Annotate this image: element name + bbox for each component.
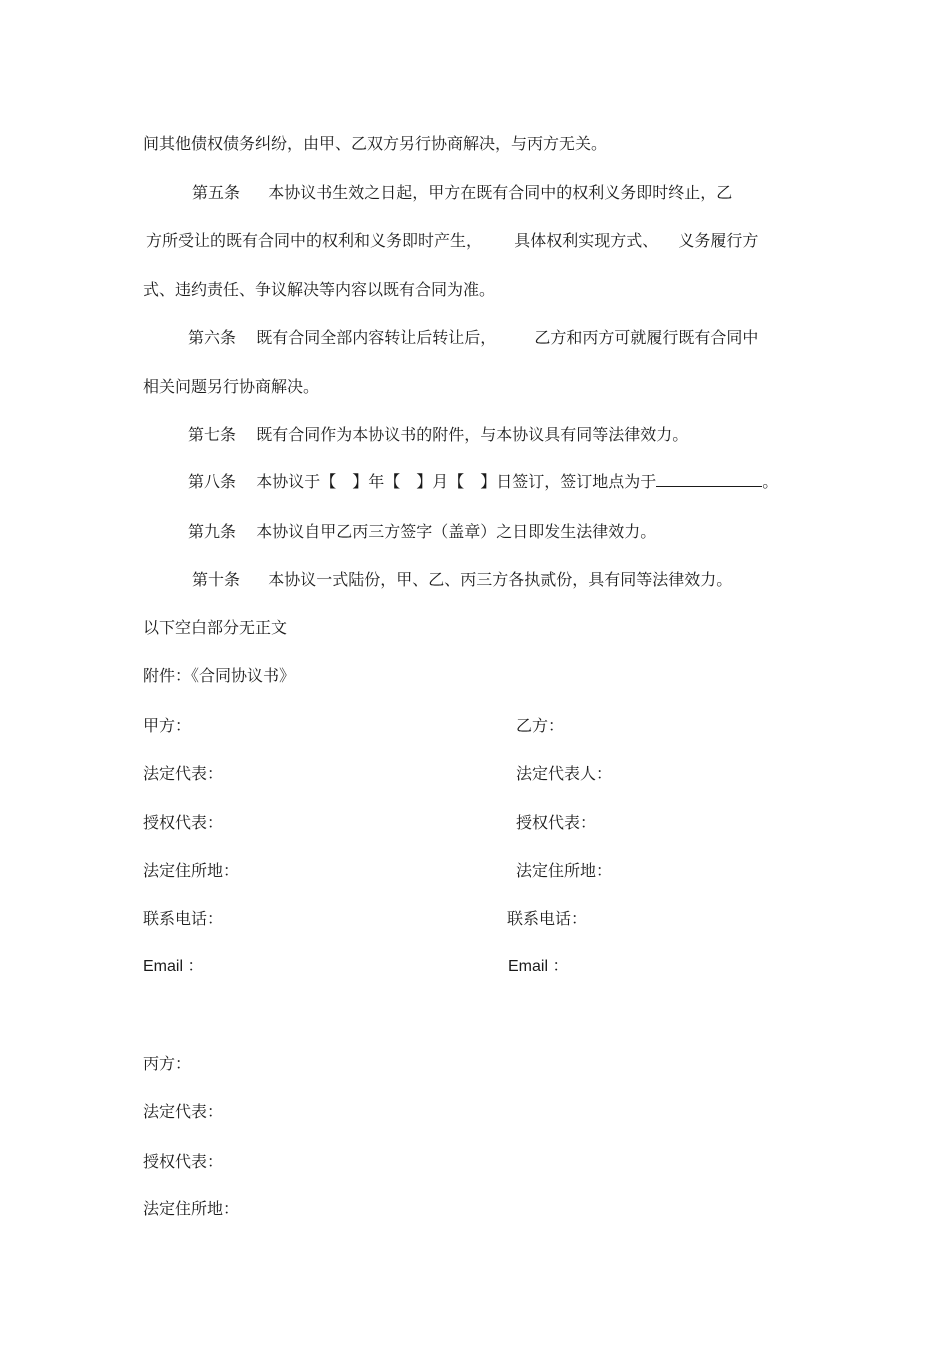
party-c-auth-rep: 授权代表： <box>143 1152 224 1171</box>
party-b-legal-rep: 法定代表人： <box>516 764 613 783</box>
article-8-line: 第八条 本协议于【 】年【 】月【 】日签订，签订地点为于 。 <box>188 472 779 491</box>
attachment-note: 附件：《合同协议书》 <box>143 666 296 685</box>
article-5-title: 第五条 <box>192 183 241 202</box>
party-a-email: Email ： <box>143 958 204 975</box>
article-5-line-1: 第五条 本协议书生效之日起，甲方在既有合同中的权利义务即时终止，乙 <box>192 183 733 202</box>
article-6-title: 第六条 <box>188 328 237 347</box>
article-9-line: 第九条 本协议自甲乙丙三方签字（盖章）之日即发生法律效力。 <box>188 522 657 541</box>
party-b-label: 乙方： <box>516 716 565 735</box>
paragraph-line: 间其他债权债务纠纷，由甲、乙双方另行协商解决，与丙方无关。 <box>143 134 608 153</box>
article-10-line: 第十条 本协议一式陆份，甲、乙、丙三方各执贰份，具有同等法律效力。 <box>192 570 733 589</box>
party-a-address: 法定住所地： <box>143 861 240 880</box>
party-b-address: 法定住所地： <box>516 861 613 880</box>
party-c-address: 法定住所地： <box>143 1199 240 1218</box>
article-6-line-2: 相关问题另行协商解决。 <box>143 377 320 396</box>
party-a-label: 甲方： <box>143 716 192 735</box>
article-5-line-2: 方所受让的既有合同中的权利和义务即时产生， 具体权利实现方式、 义务履行方 <box>146 231 759 250</box>
signing-place-blank <box>656 472 762 487</box>
party-b-auth-rep: 授权代表： <box>516 813 597 832</box>
article-5-line-3: 式、违约责任、争议解决等内容以既有合同为准。 <box>143 280 496 299</box>
article-8-title: 第八条 <box>188 472 237 491</box>
article-9-title: 第九条 <box>188 522 237 541</box>
article-7-title: 第七条 <box>188 425 237 444</box>
article-7-line: 第七条 既有合同作为本协议书的附件，与本协议具有同等法律效力。 <box>188 425 689 444</box>
party-c-legal-rep: 法定代表： <box>143 1102 224 1121</box>
party-a-legal-rep: 法定代表： <box>143 764 224 783</box>
party-b-email: Email ： <box>508 958 569 975</box>
article-10-title: 第十条 <box>192 570 241 589</box>
party-b-phone: 联系电话： <box>507 909 588 928</box>
party-a-auth-rep: 授权代表： <box>143 813 224 832</box>
article-6-line-1: 第六条 既有合同全部内容转让后转让后， 乙方和丙方可就履行既有合同中 <box>188 328 759 347</box>
party-c-label: 丙方： <box>143 1054 192 1073</box>
party-a-phone: 联系电话： <box>143 909 224 928</box>
blank-note: 以下空白部分无正文 <box>143 618 288 637</box>
